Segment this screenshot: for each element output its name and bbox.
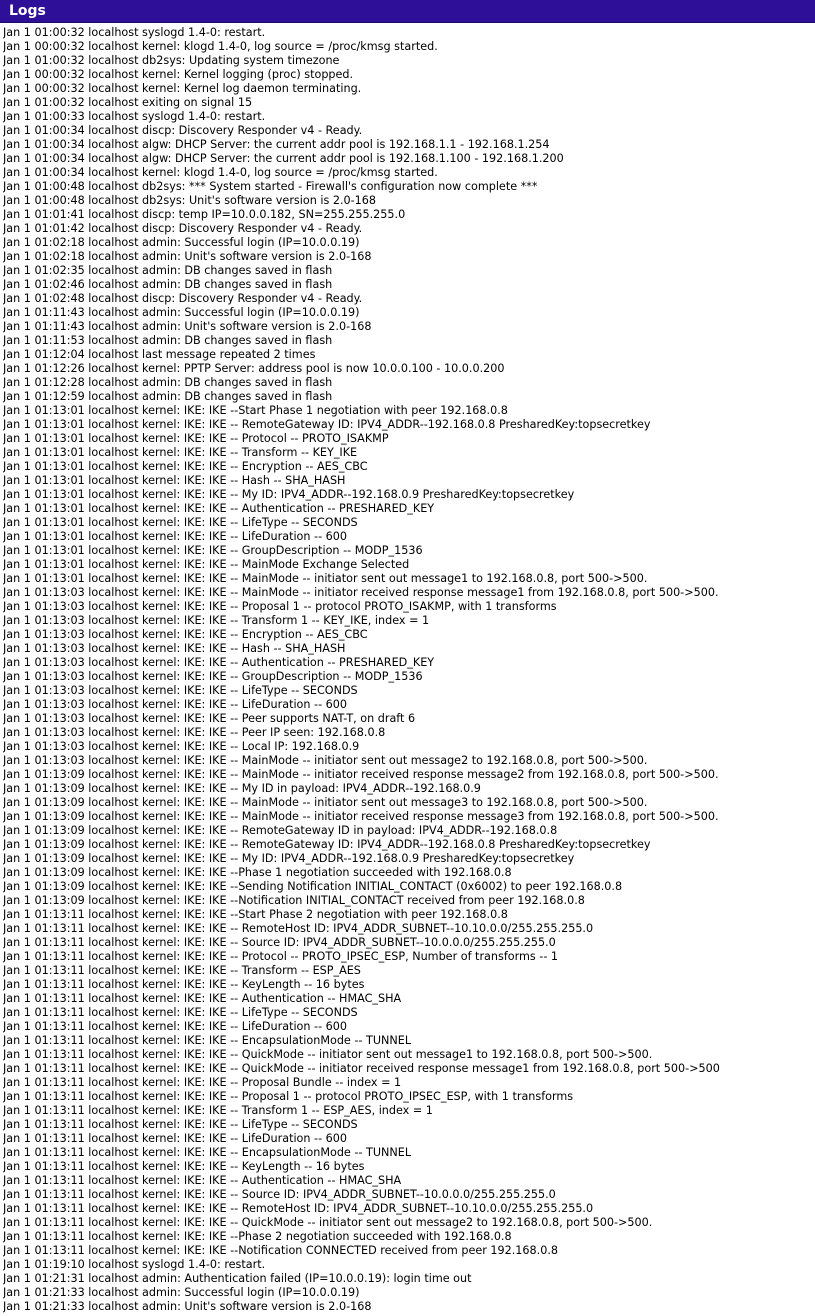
log-entry: Jan 1 01:13:11 localhost kernel: IKE: IKE -- RemoteHost ID: IPV4_ADDR_SUBNET--10.10.0.0/255.255.255.0 bbox=[3, 1202, 594, 1215]
log-entry: Jan 1 01:13:11 localhost kernel: IKE: IKE -- Source ID: IPV4_ADDR_SUBNET--10.0.0.0/255.255.255.0 bbox=[3, 1188, 556, 1201]
log-entry: Jan 1 01:13:11 localhost kernel: IKE: IKE -- Transform -- ESP_AES bbox=[3, 964, 361, 977]
log-entry: Jan 1 01:00:48 localhost db2sys: Unit's software version is 2.0-168 bbox=[3, 194, 377, 207]
log-entry: Jan 1 01:13:03 localhost kernel: IKE: IKE -- Encryption -- AES_CBC bbox=[3, 628, 368, 641]
log-entry: Jan 1 01:13:11 localhost kernel: IKE: IKE -- EncapsulationMode -- TUNNEL bbox=[3, 1034, 412, 1047]
log-entry: Jan 1 01:13:03 localhost kernel: IKE: IKE -- Peer IP seen: 192.168.0.8 bbox=[3, 726, 386, 739]
log-entry: Jan 1 01:13:09 localhost kernel: IKE: IKE --Phase 1 negotiation succeeded with 192.168.0.8 bbox=[3, 866, 512, 879]
log-entry: Jan 1 01:13:09 localhost kernel: IKE: IKE -- MainMode -- initiator received response message3 from 192.168.0.8, port 500->500. bbox=[3, 810, 719, 823]
log-entry: Jan 1 01:13:11 localhost kernel: IKE: IKE -- QuickMode -- initiator sent out message2 to 192.168.0.8, port 500->500. bbox=[3, 1216, 653, 1229]
log-entry: Jan 1 01:12:04 localhost last message repeated 2 times bbox=[3, 348, 316, 361]
log-entry: Jan 1 01:13:11 localhost kernel: IKE: IKE -- LifeDuration -- 600 bbox=[3, 1020, 348, 1033]
log-entry: Jan 1 01:02:48 localhost discp: Discovery Responder v4 - Ready. bbox=[3, 292, 363, 305]
log-entry: Jan 1 01:13:11 localhost kernel: IKE: IKE -- RemoteHost ID: IPV4_ADDR_SUBNET--10.10.0.0/255.255.255.0 bbox=[3, 922, 594, 935]
log-entry: Jan 1 01:13:11 localhost kernel: IKE: IKE -- QuickMode -- initiator sent out message1 to 192.168.0.8, port 500->500. bbox=[3, 1048, 653, 1061]
log-entry: Jan 1 01:13:01 localhost kernel: IKE: IKE -- MainMode -- initiator sent out message1 to 192.168.0.8, port 500->500. bbox=[3, 572, 648, 585]
log-entry: Jan 1 01:13:11 localhost kernel: IKE: IKE --Start Phase 2 negotiation with peer 192.168.0.8 bbox=[3, 908, 508, 921]
log-entry: Jan 1 01:02:18 localhost admin: Successful login (IP=10.0.0.19) bbox=[3, 236, 360, 249]
log-entry: Jan 1 01:11:43 localhost admin: Unit's software version is 2.0-168 bbox=[3, 320, 372, 333]
log-entry: Jan 1 01:13:03 localhost kernel: IKE: IKE -- Local IP: 192.168.0.9 bbox=[3, 740, 360, 753]
log-entry: Jan 1 01:13:03 localhost kernel: IKE: IKE -- LifeDuration -- 600 bbox=[3, 698, 348, 711]
log-entry: Jan 1 01:13:09 localhost kernel: IKE: IKE -- My ID in payload: IPV4_ADDR--192.168.0.9 bbox=[3, 782, 481, 795]
log-entry: Jan 1 01:21:33 localhost admin: Unit's software version is 2.0-168 bbox=[3, 1300, 372, 1313]
log-entry: Jan 1 01:01:42 localhost discp: Discovery Responder v4 - Ready. bbox=[3, 222, 363, 235]
log-entry: Jan 1 00:00:32 localhost kernel: klogd 1.4-0, log source = /proc/kmsg started. bbox=[3, 40, 438, 53]
log-entry: Jan 1 01:21:31 localhost admin: Authentication failed (IP=10.0.0.19): login time out bbox=[3, 1272, 472, 1285]
log-entry: Jan 1 01:12:59 localhost admin: DB changes saved in flash bbox=[3, 390, 333, 403]
log-entry: Jan 1 01:13:01 localhost kernel: IKE: IKE -- LifeType -- SECONDS bbox=[3, 516, 358, 529]
log-entry: Jan 1 01:13:09 localhost kernel: IKE: IKE -- RemoteGateway ID: IPV4_ADDR--192.168.0.8 PresharedKey:topsecretkey bbox=[3, 838, 651, 851]
log-entry: Jan 1 01:13:11 localhost kernel: IKE: IKE -- Transform 1 -- ESP_AES, index = 1 bbox=[3, 1104, 433, 1117]
log-entry: Jan 1 01:13:01 localhost kernel: IKE: IKE -- GroupDescription -- MODP_1536 bbox=[3, 544, 423, 557]
log-entry: Jan 1 01:13:11 localhost kernel: IKE: IKE -- Source ID: IPV4_ADDR_SUBNET--10.0.0.0/255.255.255.0 bbox=[3, 936, 556, 949]
log-entry: Jan 1 01:02:46 localhost admin: DB changes saved in flash bbox=[3, 278, 333, 291]
log-entry: Jan 1 01:13:11 localhost kernel: IKE: IKE -- KeyLength -- 16 bytes bbox=[3, 978, 365, 991]
log-entry: Jan 1 01:13:11 localhost kernel: IKE: IKE -- EncapsulationMode -- TUNNEL bbox=[3, 1146, 412, 1159]
log-entry: Jan 1 01:02:35 localhost admin: DB changes saved in flash bbox=[3, 264, 333, 277]
log-entry: Jan 1 01:13:11 localhost kernel: IKE: IKE --Phase 2 negotiation succeeded with 192.168.0.8 bbox=[3, 1230, 512, 1243]
log-entry: Jan 1 00:00:32 localhost kernel: Kernel logging (proc) stopped. bbox=[3, 68, 354, 81]
log-entry: Jan 1 01:00:32 localhost syslogd 1.4-0: restart. bbox=[3, 26, 266, 39]
log-entry: Jan 1 01:13:03 localhost kernel: IKE: IKE -- GroupDescription -- MODP_1536 bbox=[3, 670, 423, 683]
log-entry: Jan 1 01:13:03 localhost kernel: IKE: IKE -- Transform 1 -- KEY_IKE, index = 1 bbox=[3, 614, 430, 627]
log-entry: Jan 1 00:00:32 localhost kernel: Kernel log daemon terminating. bbox=[3, 82, 362, 95]
log-entry: Jan 1 01:01:41 localhost discp: temp IP=10.0.0.182, SN=255.255.255.0 bbox=[3, 208, 406, 221]
log-entry: Jan 1 01:12:28 localhost admin: DB changes saved in flash bbox=[3, 376, 333, 389]
log-entry: Jan 1 01:11:43 localhost admin: Successful login (IP=10.0.0.19) bbox=[3, 306, 360, 319]
log-entry: Jan 1 01:13:01 localhost kernel: IKE: IKE -- Encryption -- AES_CBC bbox=[3, 460, 368, 473]
log-entry: Jan 1 01:13:11 localhost kernel: IKE: IKE --Notification CONNECTED received from peer 192.168.0.8 bbox=[3, 1244, 559, 1257]
log-entry: Jan 1 01:13:11 localhost kernel: IKE: IKE -- QuickMode -- initiator received response message1 from 192.168.0.8, port 500->500 bbox=[3, 1062, 720, 1075]
log-entry: Jan 1 01:13:01 localhost kernel: IKE: IKE -- Hash -- SHA_HASH bbox=[3, 474, 346, 487]
log-entry: Jan 1 01:00:32 localhost exiting on signal 15 bbox=[3, 96, 253, 109]
log-entry: Jan 1 01:13:11 localhost kernel: IKE: IKE -- Proposal 1 -- protocol PROTO_IPSEC_ESP, with 1 transforms bbox=[3, 1090, 574, 1103]
log-entry: Jan 1 01:13:11 localhost kernel: IKE: IKE -- LifeDuration -- 600 bbox=[3, 1132, 348, 1145]
log-entry: Jan 1 01:13:03 localhost kernel: IKE: IKE -- MainMode -- initiator sent out message2 to 192.168.0.8, port 500->500. bbox=[3, 754, 648, 767]
log-entry: Jan 1 01:00:34 localhost discp: Discovery Responder v4 - Ready. bbox=[3, 124, 363, 137]
log-entry: Jan 1 01:13:01 localhost kernel: IKE: IKE -- My ID: IPV4_ADDR--192.168.0.9 PresharedKey:topsecretkey bbox=[3, 488, 575, 501]
log-entry: Jan 1 01:00:34 localhost algw: DHCP Server: the current addr pool is 192.168.1.100 - 192.168.1.200 bbox=[3, 152, 564, 165]
log-entry: Jan 1 01:13:09 localhost kernel: IKE: IKE --Notification INITIAL_CONTACT received from peer 192.168.0.8 bbox=[3, 894, 585, 907]
log-entry: Jan 1 01:00:33 localhost syslogd 1.4-0: restart. bbox=[3, 110, 266, 123]
log-entry: Jan 1 01:12:26 localhost kernel: PPTP Server: address pool is now 10.0.0.100 - 10.0.0.200 bbox=[3, 362, 505, 375]
log-entry: Jan 1 01:13:03 localhost kernel: IKE: IKE -- LifeType -- SECONDS bbox=[3, 684, 358, 697]
log-entry: Jan 1 01:13:01 localhost kernel: IKE: IKE -- MainMode Exchange Selected bbox=[3, 558, 410, 571]
log-entry: Jan 1 01:00:32 localhost db2sys: Updating system timezone bbox=[3, 54, 340, 67]
log-entry: Jan 1 01:13:11 localhost kernel: IKE: IKE -- Protocol -- PROTO_IPSEC_ESP, Number of transforms -- 1 bbox=[3, 950, 559, 963]
log-entry: Jan 1 01:13:01 localhost kernel: IKE: IKE -- LifeDuration -- 600 bbox=[3, 530, 348, 543]
log-entry: Jan 1 01:21:33 localhost admin: Successful login (IP=10.0.0.19) bbox=[3, 1286, 360, 1299]
log-entry: Jan 1 01:13:01 localhost kernel: IKE: IKE --Start Phase 1 negotiation with peer 192.168.0.8 bbox=[3, 404, 508, 417]
log-entry: Jan 1 01:13:03 localhost kernel: IKE: IKE -- Authentication -- PRESHARED_KEY bbox=[3, 656, 435, 669]
log-entry: Jan 1 01:13:09 localhost kernel: IKE: IKE -- My ID: IPV4_ADDR--192.168.0.9 PresharedKey:topsecretkey bbox=[3, 852, 575, 865]
log-entry: Jan 1 01:13:11 localhost kernel: IKE: IKE -- LifeType -- SECONDS bbox=[3, 1118, 358, 1131]
log-entry: Jan 1 01:13:01 localhost kernel: IKE: IKE -- Transform -- KEY_IKE bbox=[3, 446, 358, 459]
log-entry: Jan 1 01:13:09 localhost kernel: IKE: IKE -- MainMode -- initiator sent out message3 to 192.168.0.8, port 500->500. bbox=[3, 796, 648, 809]
log-entry: Jan 1 01:13:01 localhost kernel: IKE: IKE -- Protocol -- PROTO_ISAKMP bbox=[3, 432, 389, 445]
log-entry: Jan 1 01:19:10 localhost syslogd 1.4-0: restart. bbox=[3, 1258, 266, 1271]
log-entry: Jan 1 01:02:18 localhost admin: Unit's software version is 2.0-168 bbox=[3, 250, 372, 263]
log-entry: Jan 1 01:13:03 localhost kernel: IKE: IKE -- Hash -- SHA_HASH bbox=[3, 642, 346, 655]
log-entry: Jan 1 01:13:11 localhost kernel: IKE: IKE -- Proposal Bundle -- index = 1 bbox=[3, 1076, 402, 1089]
log-entry: Jan 1 01:13:11 localhost kernel: IKE: IKE -- Authentication -- HMAC_SHA bbox=[3, 992, 402, 1005]
log-entry: Jan 1 01:13:09 localhost kernel: IKE: IKE --Sending Notification INITIAL_CONTACT (0x6002) to peer 192.168.0.8 bbox=[3, 880, 623, 893]
log-entry: Jan 1 01:13:01 localhost kernel: IKE: IKE -- RemoteGateway ID: IPV4_ADDR--192.168.0.8 PresharedKey:topsecretkey bbox=[3, 418, 651, 431]
log-entry: Jan 1 01:00:34 localhost kernel: klogd 1.4-0, log source = /proc/kmsg started. bbox=[3, 166, 438, 179]
log-entry: Jan 1 01:13:09 localhost kernel: IKE: IKE -- RemoteGateway ID in payload: IPV4_ADDR--192.168.0.8 bbox=[3, 824, 558, 837]
panel-title: Logs bbox=[9, 3, 46, 19]
log-entry: Jan 1 01:13:03 localhost kernel: IKE: IKE -- Peer supports NAT-T, on draft 6 bbox=[3, 712, 416, 725]
log-entry: Jan 1 01:13:11 localhost kernel: IKE: IKE -- KeyLength -- 16 bytes bbox=[3, 1160, 365, 1173]
log-entry: Jan 1 01:13:01 localhost kernel: IKE: IKE -- Authentication -- PRESHARED_KEY bbox=[3, 502, 435, 515]
log-entry: Jan 1 01:11:53 localhost admin: DB changes saved in flash bbox=[3, 334, 333, 347]
logs-title-bar bbox=[0, 0, 815, 23]
log-entry: Jan 1 01:13:09 localhost kernel: IKE: IKE -- MainMode -- initiator received response message2 from 192.168.0.8, port 500->500. bbox=[3, 768, 719, 781]
log-list bbox=[0, 23, 815, 1314]
log-entry: Jan 1 01:13:03 localhost kernel: IKE: IKE -- Proposal 1 -- protocol PROTO_ISAKMP, with 1 transforms bbox=[3, 600, 557, 613]
log-entry: Jan 1 01:13:03 localhost kernel: IKE: IKE -- MainMode -- initiator received response message1 from 192.168.0.8, port 500->500. bbox=[3, 586, 719, 599]
log-entry: Jan 1 01:00:34 localhost algw: DHCP Server: the current addr pool is 192.168.1.1 - 192.168.1.254 bbox=[3, 138, 550, 151]
log-entry: Jan 1 01:00:48 localhost db2sys: *** System started - Firewall's configuration now complete *** bbox=[3, 180, 538, 193]
log-entry: Jan 1 01:13:11 localhost kernel: IKE: IKE -- LifeType -- SECONDS bbox=[3, 1006, 358, 1019]
log-entry: Jan 1 01:13:11 localhost kernel: IKE: IKE -- Authentication -- HMAC_SHA bbox=[3, 1174, 402, 1187]
